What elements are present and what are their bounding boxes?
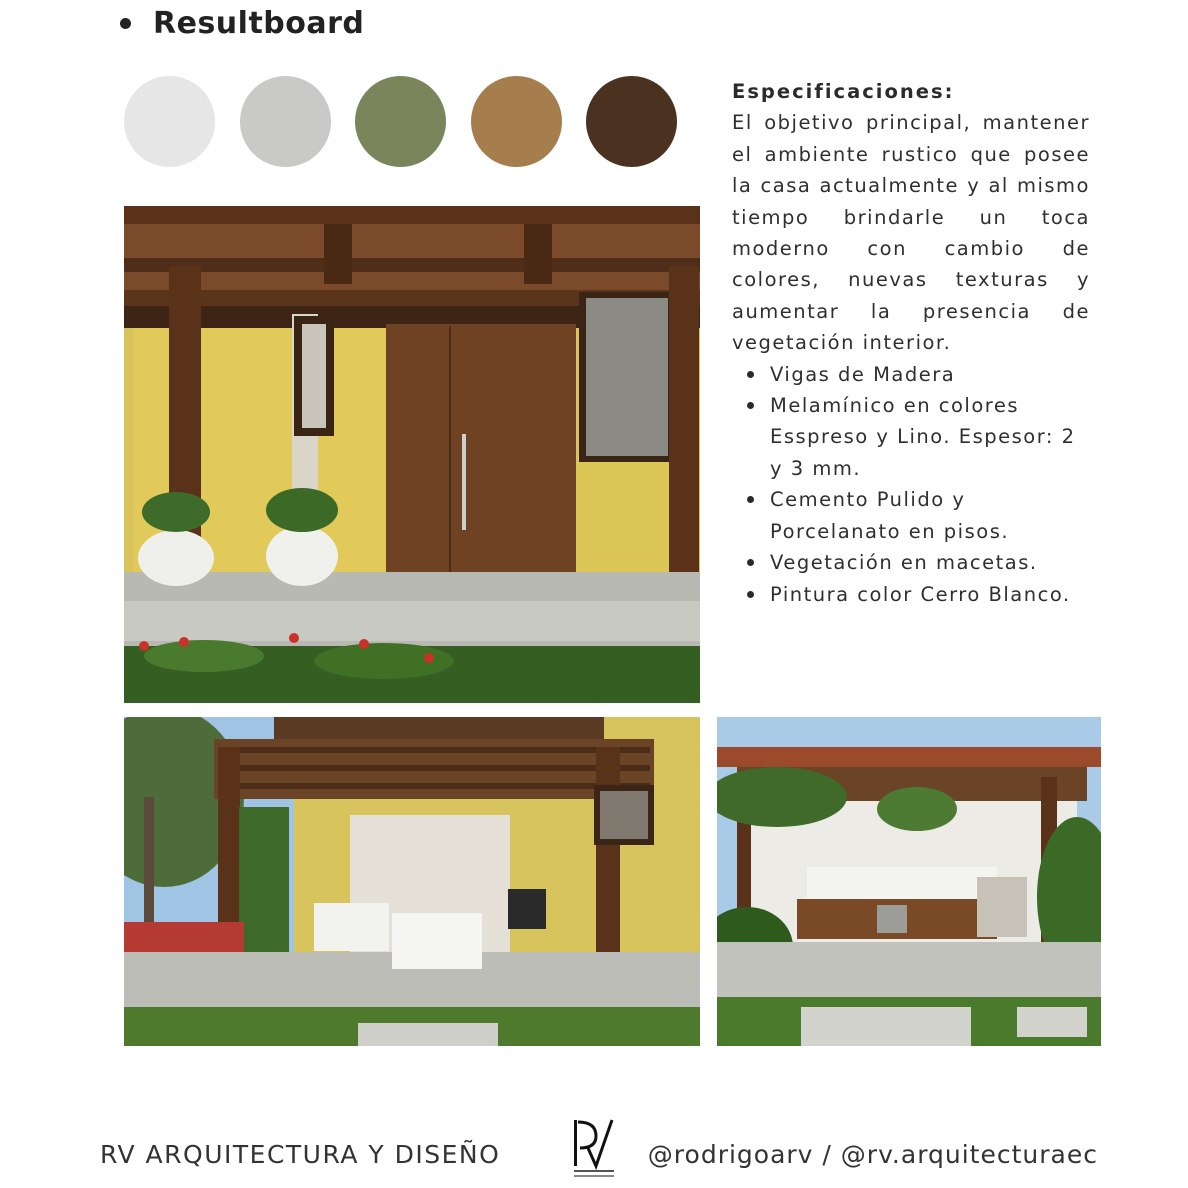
list-item: Pintura color Cerro Blanco. — [732, 579, 1090, 610]
specifications-title: Especificaciones: — [732, 80, 955, 103]
studio-name: RV ARQUITECTURA Y DISEÑO — [100, 1140, 501, 1169]
list-item: Vigas de Madera — [732, 359, 1090, 390]
render-pergola-terrace — [124, 717, 700, 1046]
specifications-body: El objetivo principal, mantener el ambiente rustico que posee la casa actualmente y al mismo tiempo brindarle un toca moderno con cambio de colores, nuevas texturas y aumentar la presencia de vegetación interior. — [732, 111, 1090, 355]
social-handles: @rodrigoarv / @rv.arquitecturaec — [647, 1140, 1098, 1169]
porch-illustration — [124, 206, 700, 703]
section-heading — [120, 6, 364, 41]
page-title: Resultboard — [153, 6, 365, 41]
render-outdoor-kitchen — [717, 717, 1101, 1046]
list-item: Melamínico en colores Esspreso y Lino. Espesor: 2 y 3 mm. — [732, 390, 1090, 484]
pergola-illustration — [124, 717, 700, 1046]
swatch-olive-green — [355, 76, 446, 167]
color-palette — [124, 76, 702, 167]
bullet-icon — [120, 18, 131, 29]
list-item: Cemento Pulido y Porcelanato en pisos. — [732, 484, 1090, 547]
specifications-list — [732, 359, 1090, 610]
swatch-light-gray — [124, 76, 215, 167]
rv-logo-icon — [566, 1116, 622, 1182]
swatch-tan-brown — [471, 76, 562, 167]
swatch-dark-brown — [586, 76, 677, 167]
kitchen-illustration — [717, 717, 1101, 1046]
list-item: Vegetación en macetas. — [732, 547, 1090, 578]
specifications-panel — [732, 76, 1090, 610]
render-front-porch — [124, 206, 700, 703]
swatch-gray — [240, 76, 331, 167]
